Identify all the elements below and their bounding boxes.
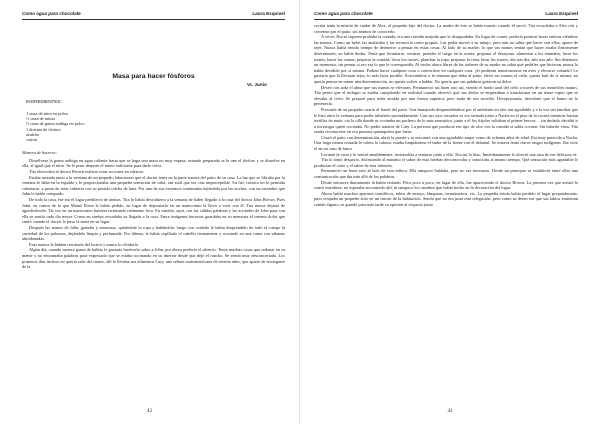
paragraph: Algún día, cuando tuviera ganas de hablar le gustaría hacérselo saber a John; por ahora prefería el silencio. Tenía muchas cosas que ordenar en su mente y no encontraba palabras para expresarlo que se estaba cocinando en su interior desde que dejó el rancho. Se sentía muy desconcertada. Los primeros días incluso no quería salir del cuarto, allí le llevaba sus alimentos Caty, una señora norteamericana de setenta años, que aparte de encargarse de la: [22, 247, 285, 270]
paragraph: Levantó la vista y le sonrió amablemente, invitándola a sentarse junto a ella. Tita así lo hizo. Inmediatamente le ofreció una taza de ese delicioso té.: [321, 151, 578, 157]
page-header: [314, 10, 578, 20]
page-header: [22, 10, 285, 20]
paragraph: De toda la casa, ése era el lugar predilecto de ambos. Tita lo había descubierto a la semana de haber llegado a la casa del doctor John Brown. Pues John, en contra de lo que Mamá Elena le había pedido, en lugar de depositarla en un manicomio la llevó a vivir con él. Tita nunca dejaría de agradecérselo. Tal vez en un manicomio hubiera terminado realmente loca. En cambio, aquí, con las cálidas palabras y las actitudes de John para con ella se sentía cada día mejor. Como en sueños recordaba su llegada a la casa. Entre imágenes borrosas guardaba en su memoria el intenso dolor que sintió cuando el doctor le puso la nariz en su lugar.: [22, 196, 285, 225]
paragraph: Después las manos de John, grandes y amorosas, quitándole la ropa y bañándola; luego con cuidado le había desprendido de todo el cuerpo la suciedad de los palomos, dejándola limpia y perfumada. Por último, le había cepillado el cabello tiernamente y acostado en una cama con sábanas almidonadas.: [22, 224, 285, 242]
ingredient-item: ½ onza de goma arábiga en polvo: [26, 121, 85, 127]
page-number: 42: [147, 409, 152, 414]
page-number: 43: [447, 409, 453, 414]
page-body: [314, 23, 578, 398]
right-page: [300, 0, 600, 424]
chapter-title: Masa para hacer fósforos: [112, 73, 195, 80]
paragraph: Ahora había muchos aparatos científicos, tubos de ensayo, lámparas, termómetros, etc. La pequeña estufa había perdido el lugar preponderante, pues ocupaba un pequeño sitio en un rincón de la habitación. Sentía que no era justa esta relegación, pero como su deseo era que sus labios emitieran sonido alguno, se guardó para más tarde su opinión al respecto junto: [314, 190, 578, 207]
paragraph: Disuélvase la goma arábiga en agua caliente hasta que se haga una masa no muy espesa; estando preparada se le une el fósforo y se disuelve en ella, al igual que el nitro. Se le pone después el minio suficiente para darle color.: [22, 157, 285, 169]
ingredient-item: ½ onza de minio: [26, 116, 55, 122]
paragraph: Permaneció un buen rato al lado de esta señora. Ella tampoco hablaba, pero no era necesario. Desde un principio se estableció entre ellas una comunicación que iba más allá de las palabras.: [314, 168, 578, 180]
preparation-label: Manera de hacerse:: [22, 150, 57, 156]
ingredients-list: [26, 111, 285, 142]
header-author: Laura Esquivel: [252, 11, 285, 16]
paragraph: cocina tenía la misión de cuidar de Alex, el pequeño hijo del doctor. La madre de éste se había muerto cuando él nació. Tita escuchaba a Alex reír y corretear por el patio, sin ánimos de conocerlo.: [314, 23, 578, 34]
paragraph: Desde entonces diariamente la había visitado. Pero poco a poco, en lugar de ella, fue apareciendo el doctor Brown. La primera vez que asistió le causó extrañeza, no esperaba encontrarlo ahí, ni tampoco los cambios que había hecho en la decoración del lugar.: [314, 179, 578, 191]
ingredient-item: cartón.: [26, 137, 38, 143]
paragraph: Cruzó el patio con determinación, abrió la puerta y se encontró con una agradable mujer como de ochenta años de edad. Era muy parecida a Nacha. Una larga trenza cruzada le coleta la cabeza, estaba limpiándose el sudor de la frente con el delantal. Se mirava tenía claros rasgos indígenas. Iba vivir té en un caso de barro.: [314, 134, 578, 152]
header-book-title: Como agua para chocolate: [22, 11, 81, 16]
ingredients-heading: INGREDIENTES:: [26, 99, 62, 104]
ingredient-item: 1 dracma de fósforo: [26, 126, 61, 132]
paragraph: Tita lo tomó despacio, disfrutando al máximo el sabor de esas hierbas desconocidas y conocidas al mismo tiempo. Qué sensación más agradable le producían el calor y el sabor de esta infusión.: [314, 157, 578, 168]
paragraph: Estaba sentada junto a la ventana de un pequeño laboratorio que el doctor tenía en la parte trasera del patio de su casa. La luz que se filtraba por la ventana le daba en la espalda y le proporcionaba una pequeña sensación de calor, tan sutil que era casi imperceptible. Su frío crónico no le permitía calentarse, a pesar de estar cubierta con su pesada colcha de lana. Por uno de sus extremos continuaba tejiéndola por las noches, con un estambre que John le había comprado.: [22, 174, 285, 197]
ingredient-item: 1 onza de nitro en polvo: [26, 111, 69, 116]
paragraph: Esas manos la habían rescatado del horror y nunca lo olvidaría.: [29, 241, 139, 247]
ingredient-item: azafrán: [26, 131, 39, 137]
header-book-title: Como agua para chocolate: [314, 11, 373, 16]
chapter-month: VI. Junio: [247, 83, 267, 88]
header-author: Laura Esquivel: [545, 11, 578, 16]
paragraph: Deseó con toda el alma que sus manos se elevaran. Permaneció así buen rato así, viendo el fondo azul del cielo a través de sus inmóviles manos. Tita pensó que el milagro se estaba cumpliendo en realidad cuando observó que sus dedos se empezaban a transformar en un tenue vapor que se elevaba al cielo. Se preparó para subir atraída por una fuerza superior, pero nada de eso sucedió. Decepcionada, descubrió que el humo no le pertenecía.: [314, 84, 578, 107]
paragraph: Provenía de un pequeño cuarto al fondo del patio. Una humareda desprendiéndose por el ambiente un olor tan agradable y a la vez tan familiar que le hizo abrir la ventana para poder inhalarlo profundamente. Con sus ojos cerrados se vio sentada junto a Nacha en el piso de la cocina mientras hacían tortillas de maíz; vio la olla donde se cocinaba un puchero de lo más aromático, junto a él los frijoles soltaban el primer hervor… sin dudarlo decidió ir a investigar quién cocinaba. No podía tratarse de Caty. La persona que producía ese tipo de olor con la comida sí sabía cocinar. Sin haberla visto, Tita sentía reconocerse en esa persona quienquiera que fuera.: [314, 106, 578, 135]
paragraph: Tita observaba al doctor Brown realizar estas acciones en silencio.: [29, 169, 145, 174]
paragraph: A veces Tita ni siquiera probaba la comida, era una comida insípida que le desagradaba. En lugar de comer, prefería ponerse horas enteras viéndose las manos. Como un bebé, las analizaba y las reconocía como propias. Las podía mover a su antojo, pero aún no sabía qué hacer con ellas, aparte de tejer. Nunca había tenido tiempo de detenerse a pensar en estas cosas. Al lado de su madre, lo que sus manos tenían que hacer estaba firmemente determinado, no había dudas. Tenía que levantarse, vestirse, prender el fuego en la estufa, preparar el desayuno, alimentar a los animales, lavar los trastes, hacer las camas, preparar la comida, lavar los trastes, planchar la ropa, preparar la cena, lavar los trastes, día tras día, año tras año. Sin detenerse un momento, sin pensar si eso era lo que le correspondía. Al verlas ahora libres de las órdenes de su madre no sabía qué pedirles que hicieran, nunca lo había decidido por sí misma. Podían hacer cualquier cosa o convertirse en cualquier cosa. ¡Si pudieran transformarse en aves y elevarse volando! Le gustaría que la llevaran lejos, lo más lejos posible. Acercándose a la ventana que daba al patio, elevó sus manos al cielo, quería huir de sí misma, no quería pensar en tomar una determinación, no quería volver a hablar. No quería que sus palabras gritaran su dolor.: [314, 34, 578, 84]
page-body: [22, 26, 285, 398]
